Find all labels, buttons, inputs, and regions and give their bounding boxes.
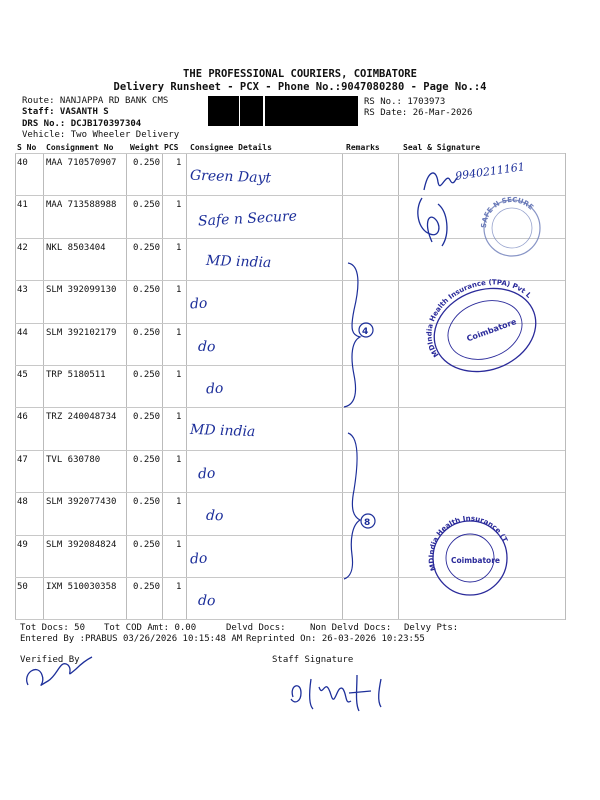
consignee-handwriting: do xyxy=(205,507,224,525)
barcode-bar xyxy=(238,96,239,126)
column-divider xyxy=(162,153,163,620)
row-sno: 47 xyxy=(17,454,28,465)
row-pcs: 1 xyxy=(176,242,182,253)
barcode-bar xyxy=(260,96,261,126)
barcode-bar xyxy=(232,96,233,126)
row-pcs: 1 xyxy=(176,327,182,338)
row-pcs: 1 xyxy=(176,200,182,211)
col-consignee: Consignee Details xyxy=(190,143,272,152)
barcode-bar xyxy=(283,96,285,126)
verified-by-label: Verified By xyxy=(20,655,80,665)
barcode-bar xyxy=(243,96,245,126)
barcode-bar xyxy=(324,96,326,126)
mdindia-stamp-1-city: Coimbatore xyxy=(465,317,518,344)
row-sno: 49 xyxy=(17,539,28,550)
barcode-bar xyxy=(347,96,350,126)
barcode-bar xyxy=(287,96,290,126)
barcode-bar xyxy=(213,96,216,126)
barcode-bar xyxy=(291,96,292,126)
barcode-bar xyxy=(269,96,272,126)
consignee-handwriting: do xyxy=(197,338,216,355)
mdindia-stamp-2 xyxy=(417,512,520,598)
barcode-bar xyxy=(222,96,225,126)
col-sno: S No xyxy=(17,143,37,152)
row-weight: 0.250 xyxy=(133,285,161,296)
row-sno: 42 xyxy=(17,242,28,253)
safe-n-secure-stamp xyxy=(472,196,552,256)
barcode-bar xyxy=(258,96,260,126)
row-sno: 46 xyxy=(17,412,28,423)
row-consignment: MAA 713588988 xyxy=(46,200,117,211)
barcode-bar xyxy=(295,96,298,126)
consignee-handwriting: MD india xyxy=(189,422,256,441)
delivered-docs: Delvd Docs: xyxy=(226,623,286,633)
row-consignment: NKL 8503404 xyxy=(46,242,106,253)
consignee-handwriting: Safe n Secure xyxy=(197,208,298,230)
mdindia-stamp-2-city: Coimbatore xyxy=(451,556,500,565)
barcode-bar xyxy=(229,96,232,126)
svg-text:SAFE N SECURE xyxy=(480,196,535,228)
row-pcs: 1 xyxy=(176,370,182,380)
barcode-bar xyxy=(354,96,355,126)
barcode-bar xyxy=(277,96,280,126)
route-label: Route: NANJAPPA RD BANK CMS xyxy=(22,96,169,106)
barcode-bar xyxy=(320,96,323,126)
row-sno: 43 xyxy=(17,285,28,296)
verified-by-signature xyxy=(18,645,98,695)
mdindia-stamp-1 xyxy=(422,278,545,375)
barcode-bar xyxy=(311,96,313,126)
row-consignment: IXM 510030358 xyxy=(46,582,117,592)
barcode-bar xyxy=(345,96,347,126)
seal-signature-41 xyxy=(412,190,457,250)
barcode-bar xyxy=(257,96,258,126)
barcode-bar xyxy=(250,96,252,126)
consignee-handwriting: Green Dayt xyxy=(189,167,272,187)
barcode-bar xyxy=(334,96,337,126)
barcode-bar xyxy=(298,96,299,126)
barcode-bar xyxy=(216,96,219,126)
row-weight: 0.250 xyxy=(133,539,161,550)
barcode-bar xyxy=(299,96,302,126)
entered-by: Entered By :PRABUS 03/26/2026 10:15:48 AM xyxy=(20,634,243,644)
barcode-bar xyxy=(339,96,342,126)
row-weight: 0.250 xyxy=(133,582,161,592)
barcode-bar xyxy=(292,96,294,126)
row-sno: 40 xyxy=(17,158,28,168)
row-pcs: 1 xyxy=(176,158,182,168)
column-divider xyxy=(186,153,187,620)
row-consignment: TVL 630780 xyxy=(46,454,101,465)
mdindia-stamp-1-text: MDIndia Health Insurance (TPA) Pvt Ltd xyxy=(422,278,533,359)
barcode-bar xyxy=(342,96,345,126)
barcode-bar xyxy=(252,96,255,126)
barcode-bar xyxy=(294,96,295,126)
barcode-bar xyxy=(248,96,250,126)
barcode-bar xyxy=(280,96,283,126)
row-divider xyxy=(15,619,565,620)
remarks-mark-first: 4 xyxy=(362,327,369,337)
barcode-bar xyxy=(255,96,256,126)
total-cod: Tot COD Amt: 0.00 xyxy=(104,623,197,633)
row-weight: 0.250 xyxy=(133,412,161,423)
barcode-bar xyxy=(274,96,277,126)
row-consignment: SLM 392084824 xyxy=(46,539,117,550)
barcode-bar xyxy=(302,96,305,126)
barcode-bar xyxy=(307,96,309,126)
barcode-bar xyxy=(265,96,268,126)
non-delivered-docs: Non Delvd Docs: xyxy=(310,623,392,633)
barcode-bar xyxy=(225,96,226,126)
row-consignment: SLM 392099130 xyxy=(46,285,117,296)
barcode-bar xyxy=(309,96,311,126)
col-consignment: Consignment No xyxy=(46,143,114,152)
consignee-handwriting: do xyxy=(197,465,216,483)
row-consignment: SLM 392102179 xyxy=(46,327,117,338)
col-seal: Seal & Signature xyxy=(403,143,481,152)
row-divider xyxy=(15,492,565,493)
barcode-bar xyxy=(306,96,307,126)
row-weight: 0.250 xyxy=(133,242,161,253)
barcode-bar xyxy=(242,96,243,126)
barcode-bar xyxy=(305,96,306,126)
barcode-bar xyxy=(208,96,209,126)
total-docs: Tot Docs: 50 xyxy=(20,623,86,633)
vehicle-label: Vehicle: Two Wheeler Delivery xyxy=(22,130,180,140)
barcode-bar xyxy=(240,96,242,126)
consignee-handwriting: do xyxy=(189,550,208,568)
barcode-bar xyxy=(219,96,222,126)
column-divider xyxy=(126,153,127,620)
row-weight: 0.250 xyxy=(133,158,161,168)
barcode-bar xyxy=(226,96,229,126)
barcode-bar xyxy=(355,96,358,126)
barcode-bar xyxy=(261,96,263,126)
consignee-handwriting: do xyxy=(189,295,208,313)
row-divider xyxy=(15,153,565,154)
column-divider xyxy=(43,153,44,620)
barcode-bar xyxy=(256,96,257,126)
row-sno: 48 xyxy=(17,497,28,508)
rs-date: RS Date: 26-Mar-2026 xyxy=(364,108,473,118)
barcode xyxy=(208,96,358,126)
runsheet-subtitle: Delivery Runsheet - PCX - Phone No.:9047080280 - Page No.:4 xyxy=(113,81,487,93)
barcode-bar xyxy=(209,96,210,126)
row-pcs: 1 xyxy=(176,454,182,465)
column-divider xyxy=(565,153,566,620)
col-pcs: PCS xyxy=(164,143,179,152)
barcode-bar xyxy=(272,96,274,126)
barcode-bar xyxy=(315,96,316,126)
barcode-bar xyxy=(313,96,314,126)
barcode-bar xyxy=(236,96,238,126)
barcode-bar xyxy=(268,96,269,126)
barcode-bar xyxy=(234,96,236,126)
barcode-bar xyxy=(285,96,287,126)
barcode-bar xyxy=(210,96,212,126)
reprinted-on: Reprinted On: 26-03-2026 10:23:55 xyxy=(246,634,425,644)
row-pcs: 1 xyxy=(176,539,182,550)
remarks-mark-second: 8 xyxy=(364,518,371,528)
consignee-handwriting: do xyxy=(197,592,216,610)
barcode-bar xyxy=(350,96,351,126)
row-sno: 45 xyxy=(17,370,28,380)
barcode-bar xyxy=(332,96,334,126)
barcode-bar xyxy=(326,96,329,126)
barcode-bar xyxy=(318,96,320,126)
row-sno: 44 xyxy=(17,327,28,338)
barcode-bar xyxy=(337,96,339,126)
staff-label: Staff: VASANTH S xyxy=(22,107,109,117)
row-pcs: 1 xyxy=(176,285,182,296)
barcode-bar xyxy=(233,96,234,126)
row-pcs: 1 xyxy=(176,497,182,508)
row-consignment: TRP 5180511 xyxy=(46,370,106,380)
mdindia-stamp-2-text: MDIndia Health Insurance (TPA) Pvt Ltd xyxy=(417,512,509,572)
column-divider xyxy=(15,153,16,620)
row-weight: 0.250 xyxy=(133,497,161,508)
row-weight: 0.250 xyxy=(133,200,161,211)
row-pcs: 1 xyxy=(176,582,182,592)
seal-phone-handwriting: 9940211161 xyxy=(454,160,526,183)
staff-signature-label: Staff Signature xyxy=(272,655,354,665)
row-weight: 0.250 xyxy=(133,327,161,338)
col-remarks: Remarks xyxy=(346,143,380,152)
row-weight: 0.250 xyxy=(133,370,161,380)
row-pcs: 1 xyxy=(176,412,182,423)
row-consignment: TRZ 240048734 xyxy=(46,412,117,423)
row-consignment: MAA 710570907 xyxy=(46,158,117,168)
company-title: THE PROFESSIONAL COURIERS, COIMBATORE xyxy=(183,68,417,80)
barcode-bar xyxy=(351,96,354,126)
barcode-bar xyxy=(245,96,248,126)
remarks-bracket xyxy=(330,255,390,585)
row-consignment: SLM 392077430 xyxy=(46,497,117,508)
staff-signature-mark xyxy=(285,665,415,715)
row-divider xyxy=(15,407,565,408)
barcode-bar xyxy=(316,96,318,126)
safe-stamp-text: SAFE N SECURE xyxy=(479,195,535,229)
consignee-handwriting: do xyxy=(205,380,224,398)
row-weight: 0.250 xyxy=(133,454,161,465)
col-weight: Weight xyxy=(130,143,159,152)
delivery-points: Delvy Pts: xyxy=(404,623,459,633)
row-sno: 50 xyxy=(17,582,28,592)
row-sno: 41 xyxy=(17,200,28,211)
barcode-bar xyxy=(329,96,332,126)
consignee-handwriting: MD india xyxy=(205,252,272,271)
drs-label: DRS No.: DCJB170397304 xyxy=(22,119,142,129)
row-divider xyxy=(15,450,565,451)
barcode-bar xyxy=(323,96,324,126)
barcode-bar xyxy=(314,96,315,126)
barcode-bar xyxy=(290,96,291,126)
column-divider xyxy=(398,153,399,620)
rs-number: RS No.: 1703973 xyxy=(364,97,446,107)
barcode-bar xyxy=(212,96,213,126)
